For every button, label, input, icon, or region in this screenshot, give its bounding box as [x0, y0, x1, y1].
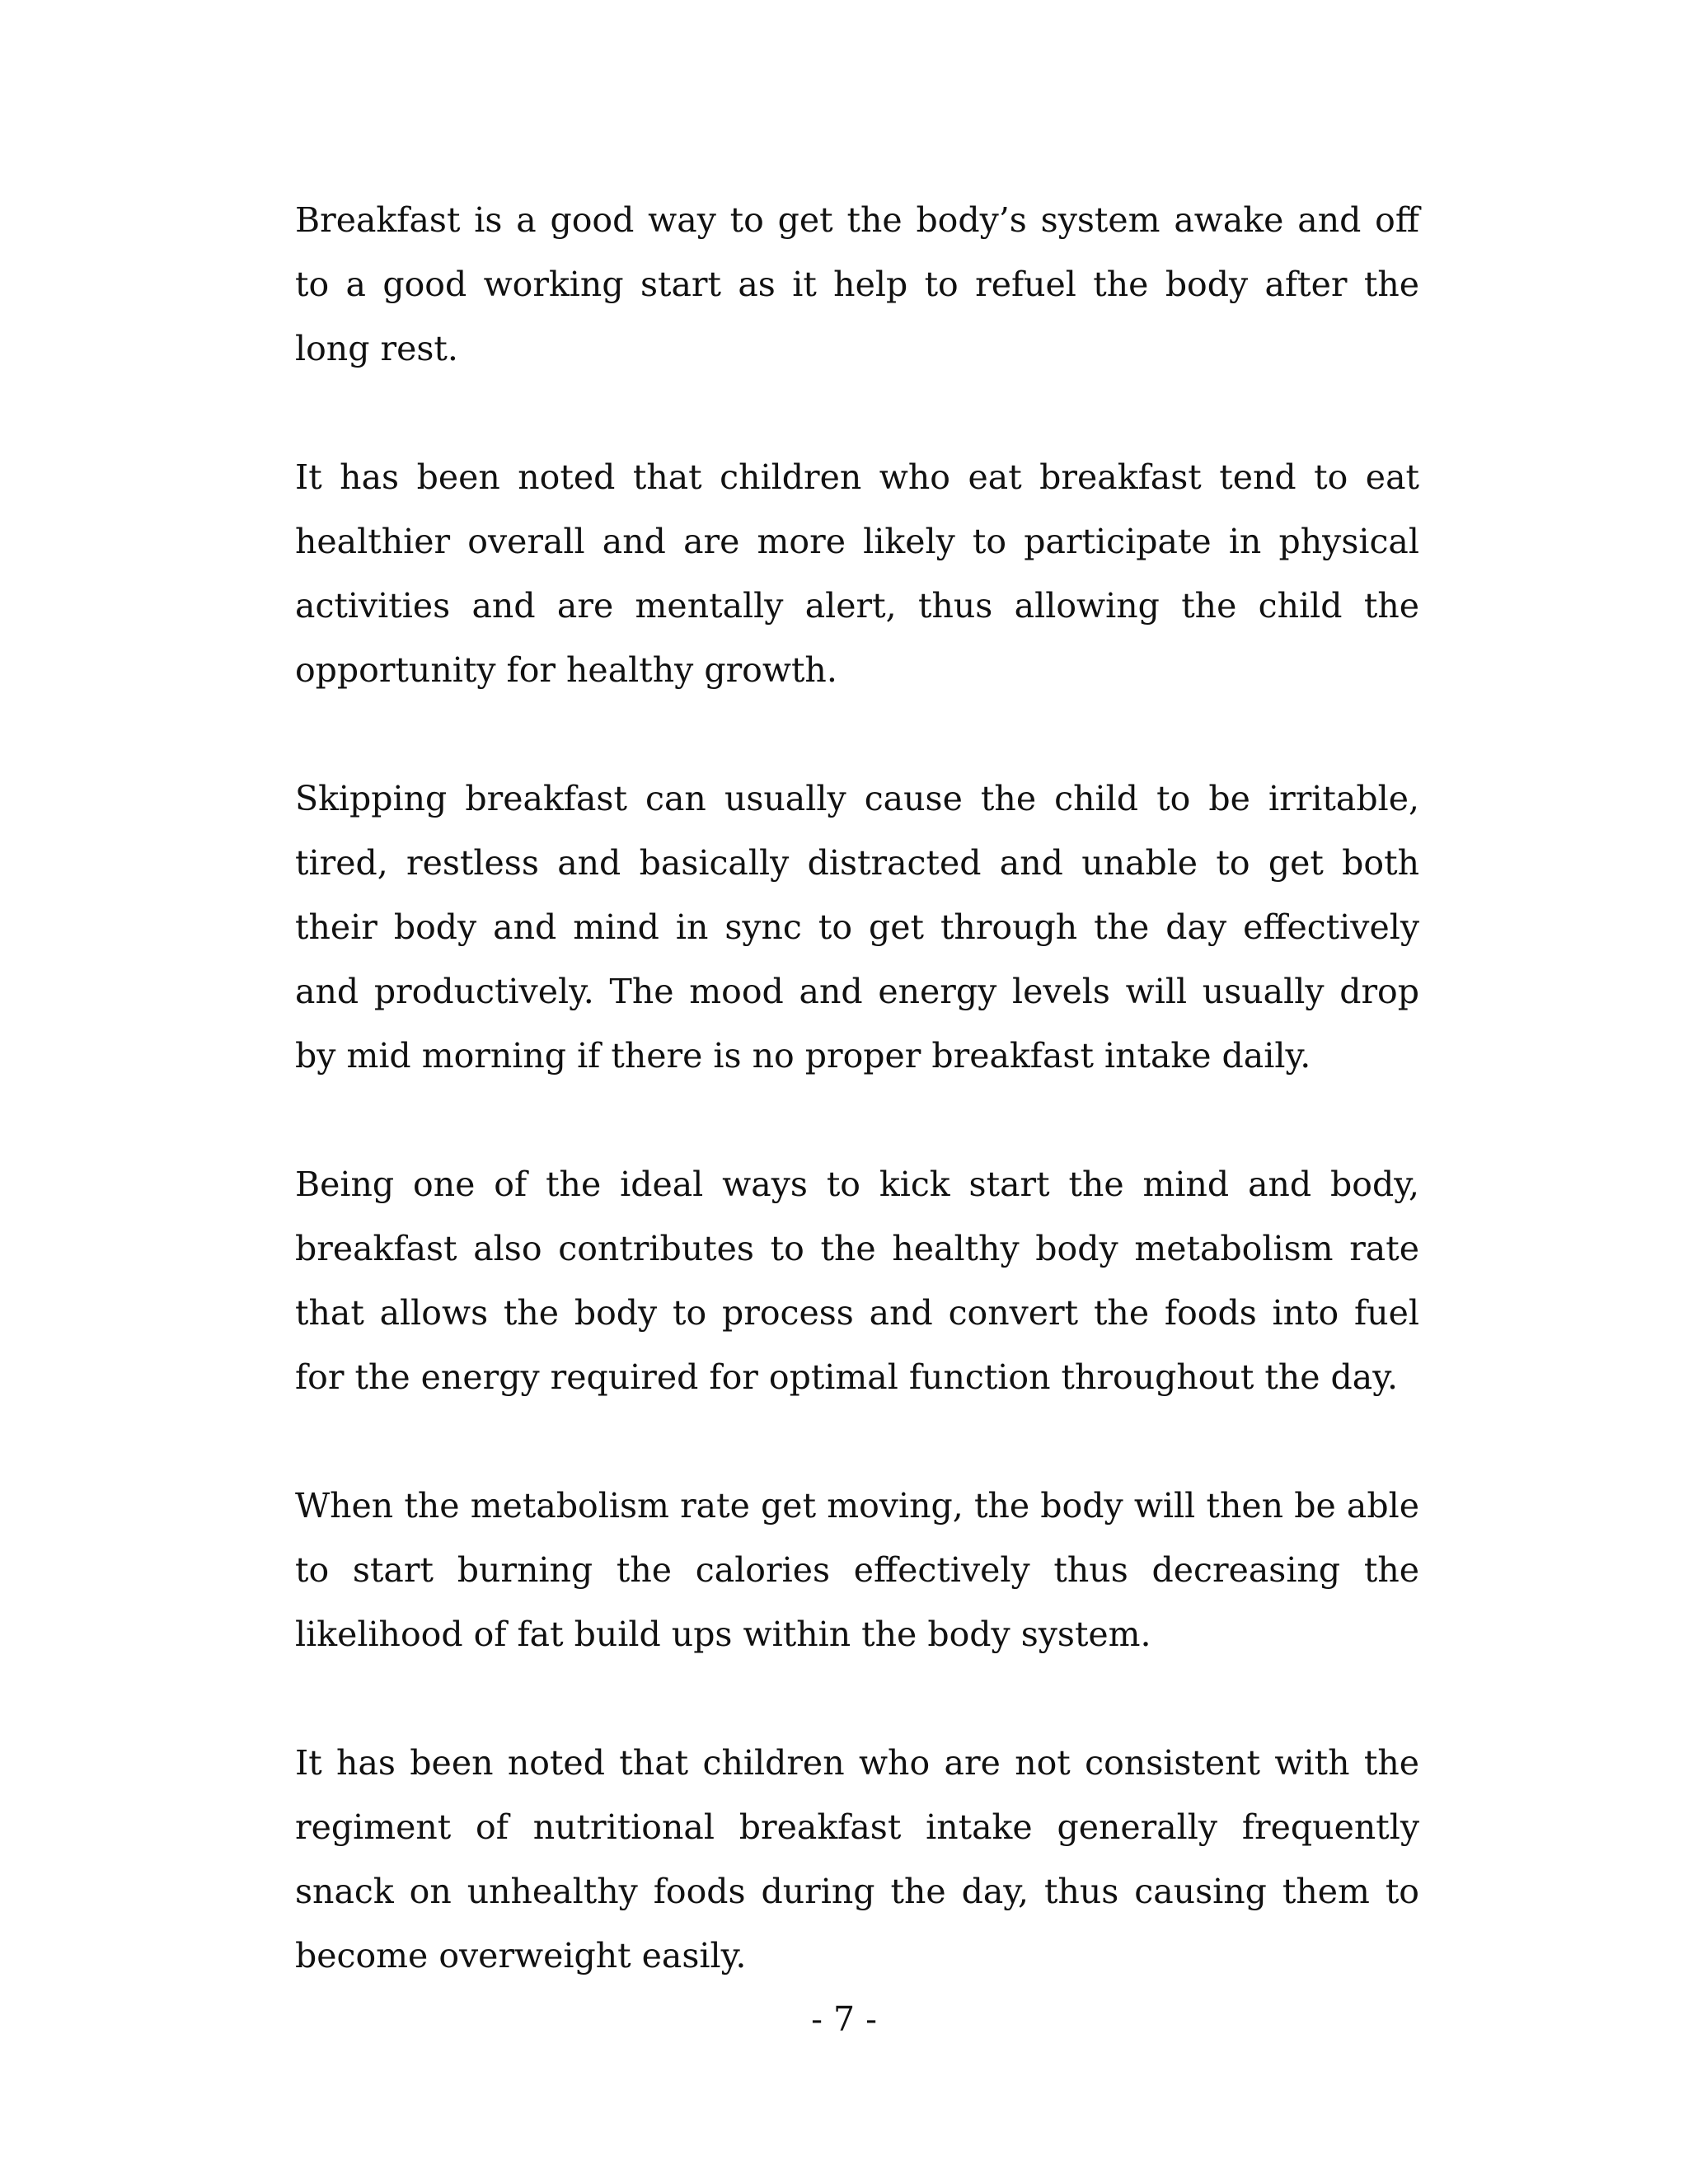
paragraph-metabolism-kickstart: Being one of the ideal ways to kick start the mind and body, breakfast also contributes to the healthy body metabolism rate that allows the body to process and convert the foods into fuel for the energy required for optimal function throughout the day. [295, 1165, 1419, 1397]
page-body [295, 188, 1419, 2052]
paragraph-snacking-overweight: It has been noted that children who are not consistent with the regiment of nutritional breakfast intake generally frequently snack on unhealthy foods during the day, thus causing them to become overweight easily. [295, 1743, 1419, 1975]
paragraph-burning-calories: When the metabolism rate get moving, the body will then be able to start burning the calories effectively thus decreasing the likelihood of fat build ups within the body system. [295, 1486, 1419, 1654]
page-number: - 7 - [811, 1999, 877, 2039]
paragraph-children-healthier: It has been noted that children who eat breakfast tend to eat healthier overall and are more likely to participate in physical activities and are mentally alert, thus allowing the child the opportunity for healthy growth. [295, 457, 1419, 690]
paragraph-skipping-breakfast: Skipping breakfast can usually cause the child to be irritable, tired, restless and basically distracted and unable to get both their body and mind in sync to get through the day effectively and productively. The mood and energy levels will usually drop by mid morning if there is no proper breakfast intake daily. [295, 779, 1419, 1076]
paragraph-breakfast-intro: Breakfast is a good way to get the body’s system awake and off to a good working start as it help to refuel the body after the long rest. [295, 200, 1419, 368]
